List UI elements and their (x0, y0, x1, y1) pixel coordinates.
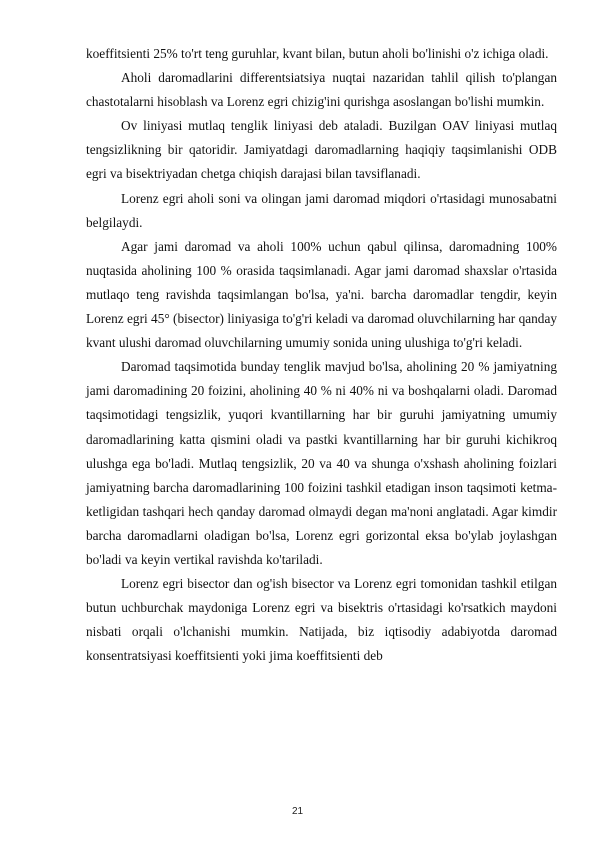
paragraph: Lorenz egri bisector dan og'ish bisector va Lorenz egri tomonidan tashkil etilgan butun uchburchak maydoniga Lorenz egri va bisektris o'rtasidagi ko'rsatkich maydoni nisbati orqali o'lchanishi mumkin. Natijada, biz iqtisodiy adabiyotda daromad konsentratsiyasi koeffitsienti yoki jima koeffitsienti deb (86, 576, 557, 664)
paragraph: Agar jami daromad va aholi 100% uchun qabul qilinsa, daromadning 100% nuqtasida aholining 100 % orasida taqsimlanadi. Agar jami daromad shaxslar o'rtasida mutlaqo teng ravishda taqsimlangan bo'lsa, ya'ni. barcha daromadlar tengdir, keyin Lorenz egri 45° (bisector) liniyasiga to'g'ri keladi va daromad oluvchilarning har qanday kvant ulushi daromad oluvchilarning umumiy sonida uning ulushiga to'g'ri keladi. (86, 238, 557, 351)
page-number: 21 (291, 806, 304, 817)
paragraph: Aholi daromadlarini differentsiatsiya nuqtai nazaridan tahlil qilish to'plangan chastotalarni hisoblash va Lorenz egri chizig'ini qurishga asoslangan bo'lishi mumkin. (86, 70, 557, 110)
paragraph: Ov liniyasi mutlaq tenglik liniyasi deb ataladi. Buzilgan OAV liniyasi mutlaq tengsizlikning bir qatoridir. Jamiyatdagi daromadlarning haqiqiy taqsimlanishi ODB egri va bisektriyadan chetga chiqish darajasi bilan tavsiflanadi. (86, 118, 557, 182)
document-body (86, 42, 557, 668)
paragraph: Daromad taqsimotida bunday tenglik mavjud bo'lsa, aholining 20 % jamiyatning jami daromadining 20 foizini, aholining 40 % ni 40% ni va boshqalarni oladi. Daromad taqsimotidagi tengsizlik, yuqori kvantillarning har bir guruhi jamiyatning umumiy daromadlarining katta qismini oladi va pastki kvantillarning har bir guruhi kichikroq ulushga ega bo'ladi. Mutlaq tengsizlik, 20 va 40 va shunga o'xshash aholining foizlari jamiyatning barcha daromadlarining 100 foizini tashkil etadigan inson taqsimoti ketma-ketligidan tashqari hech qanday daromad olmaydi degan ma'noni anglatadi. Agar kimdir barcha daromadlarni oladigan bo'lsa, Lorenz egri gorizontal eksa bo'ylab joylashgan bo'ladi va keyin vertikal ravishda ko'tariladi. (86, 359, 557, 567)
paragraph-continuation: koeffitsienti 25% to'rt teng guruhlar, kvant bilan, butun aholi bo'linishi o'z ichiga oladi. (86, 46, 549, 61)
paragraph: Lorenz egri aholi soni va olingan jami daromad miqdori o'rtasidagi munosabatni belgilaydi. (86, 190, 557, 230)
